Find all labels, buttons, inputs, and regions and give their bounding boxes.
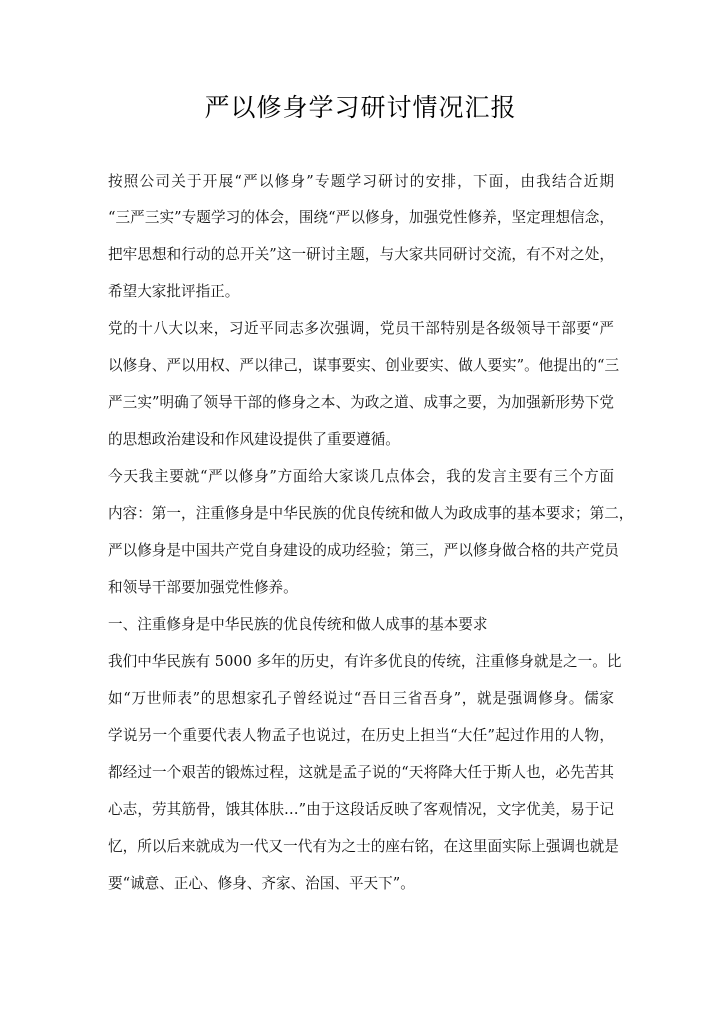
text-line: “三严三实”专题学习的体会，围绕“严以修身，加强党性修养，坚定理想信念，	[108, 209, 614, 226]
text-line: 学说另一个重要代表人物孟子也说过，在历史上担当“大任”起过作用的人物，	[108, 727, 614, 744]
text-line: 要“诚意、正心、修身、齐家、治国、平天下”。	[108, 875, 415, 892]
text-line: 严三实”明确了领导干部的修身之本、为政之道、成事之要，为加强新形势下党	[108, 394, 614, 411]
text-line: 按照公司关于开展“严以修身”专题学习研讨的安排，下面，由我结合近期	[108, 173, 614, 190]
text-line: 今天我主要就“严以修身”方面给大家谈几点体会，我的发言主要有三个方面	[108, 468, 614, 485]
text-line: 一、注重修身是中华民族的优良传统和做人成事的基本要求	[108, 616, 488, 633]
text-line: 把牢思想和行动的总开关”这一研讨主题，与大家共同研讨交流，有不对之处，	[108, 246, 614, 263]
text-line: 和领导干部要加强党性修养。	[108, 579, 298, 596]
text-line: 我们中华民族有 5000 多年的历史，有许多优良的传统，注重修身就是之一。比	[108, 653, 622, 670]
text-line: 的思想政治建设和作风建设提供了重要遵循。	[108, 431, 400, 448]
text-line: 党的十八大以来，习近平同志多次强调，党员干部特别是各级领导干部要“严	[108, 320, 614, 337]
text-line: 严以修身是中国共产党自身建设的成功经验；第三，严以修身做合格的共产党员	[108, 542, 619, 559]
text-line: 内容：第一，注重修身是中华民族的优良传统和做人为政成事的基本要求；第二，	[108, 505, 634, 522]
document-title: 严以修身学习研讨情况汇报	[204, 93, 517, 122]
text-line: 希望大家批评指正。	[108, 283, 240, 300]
text-line: 都经过一个艰苦的锻炼过程，这就是孟子说的“天将降大任于斯人也，必先苦其	[108, 764, 614, 781]
text-line: 忆，所以后来就成为一代又一代有为之士的座右铭，在这里面实际上强调也就是	[108, 838, 619, 855]
text-line: 以修身、严以用权、严以律己，谋事要实、创业要实、做人要实”。他提出的“三	[108, 357, 620, 374]
text-line: 心志，劳其筋骨，饿其体肤…”由于这段话反映了客观情况，文字优美，易于记	[108, 801, 614, 818]
text-line: 如“万世师表”的思想家孔子曾经说过“吾日三省吾身”，就是强调修身。儒家	[108, 690, 614, 707]
